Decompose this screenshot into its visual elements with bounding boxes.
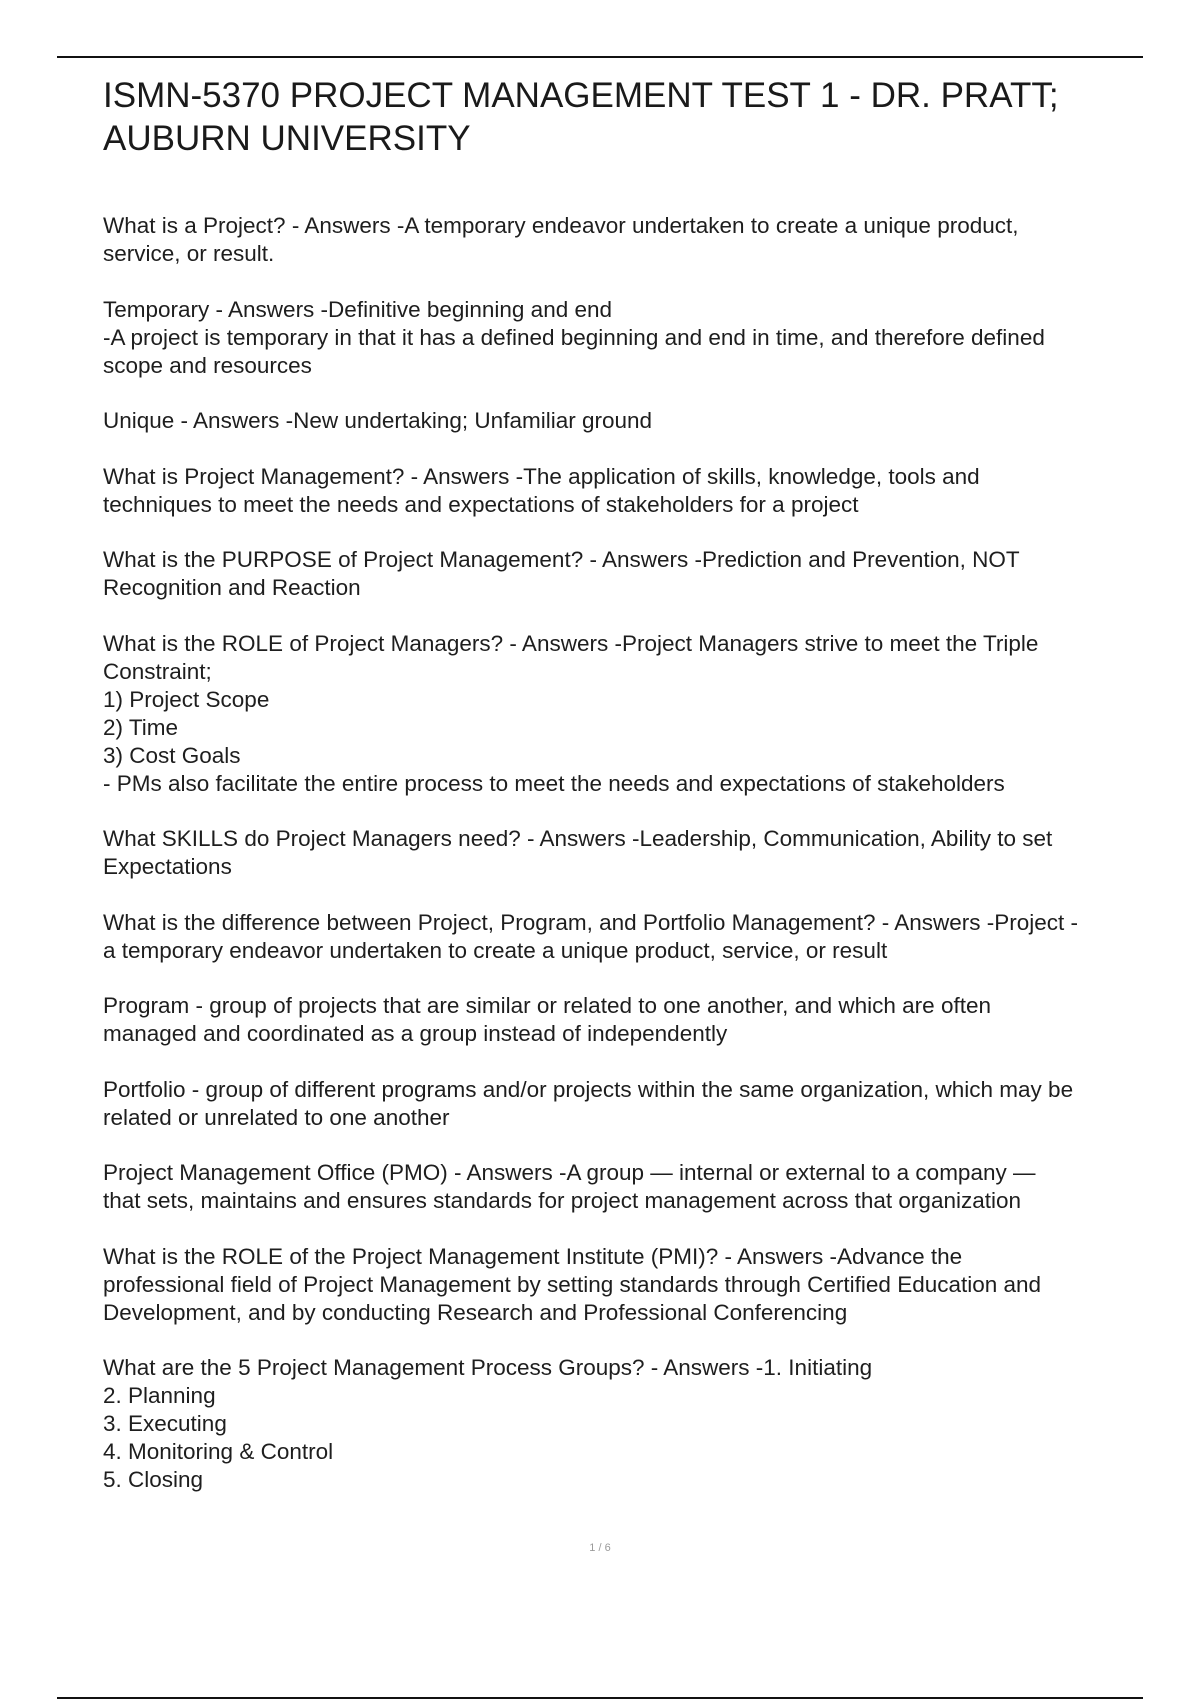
qa-item: Project Management Office (PMO) - Answers -A group — internal or external to a company — that sets, maintains and ensures standards for project management across that organization: [103, 1160, 1036, 1213]
qa-item: What is a Project? - Answers -A temporary endeavor undertaken to create a unique product, service, or result.: [103, 213, 1019, 266]
qa-item: Unique - Answers -New undertaking; Unfamiliar ground: [103, 408, 653, 433]
qa-item: Portfolio - group of different programs and/or projects within the same organization, which may be related or unrelated to one another: [103, 1076, 1074, 1130]
qa-item: Temporary - Answers -Definitive beginning and end -A project is temporary in that it has a defined beginning and end in time, and therefore defined scope and resources: [103, 296, 1045, 378]
qa-item: What is the ROLE of Project Managers? - Answers -Project Managers strive to meet the Triple Constraint; 1) Project Scope 2) Time 3) Cost Goals - PMs also facilitate the entire process to meet the needs and expectations of stakeholders: [103, 630, 1039, 796]
qa-item: What are the 5 Project Management Process Groups? - Answers -1. Initiating 2. Planning 3. Executing 4. Monitoring & Control 5. Closing: [103, 1355, 873, 1492]
qa-item: What is Project Management? - Answers -The application of skills, knowledge, tools and techniques to meet the needs and expectations of stakeholders for a project: [103, 463, 980, 517]
qa-item: Program - group of projects that are similar or related to one another, and which are often managed and coordinated as a group instead of independently: [103, 993, 991, 1046]
qa-item: What is the difference between Project, Program, and Portfolio Management? - Answers -Project - a temporary endeavor undertaken to create a unique product, service, or result: [103, 909, 1079, 963]
top-rule: [57, 56, 1143, 58]
qa-list: [103, 212, 1163, 1522]
document-title: ISMN-5370 PROJECT MANAGEMENT TEST 1 - DR. PRATT; AUBURN UNIVERSITY: [103, 76, 1059, 158]
qa-item: What SKILLS do Project Managers need? - Answers -Leadership, Communication, Ability to set Expectations: [103, 826, 1053, 879]
bottom-rule: [57, 1697, 1143, 1699]
qa-item: What is the PURPOSE of Project Management? - Answers -Prediction and Prevention, NOT Recognition and Reaction: [103, 547, 1020, 600]
qa-item: What is the ROLE of the Project Management Institute (PMI)? - Answers -Advance the professional field of Project Management by setting standards through Certified Education and Development, and by conducting Research and Professional Conferencing: [103, 1243, 1042, 1325]
page-number: 1 / 6: [589, 1542, 611, 1554]
